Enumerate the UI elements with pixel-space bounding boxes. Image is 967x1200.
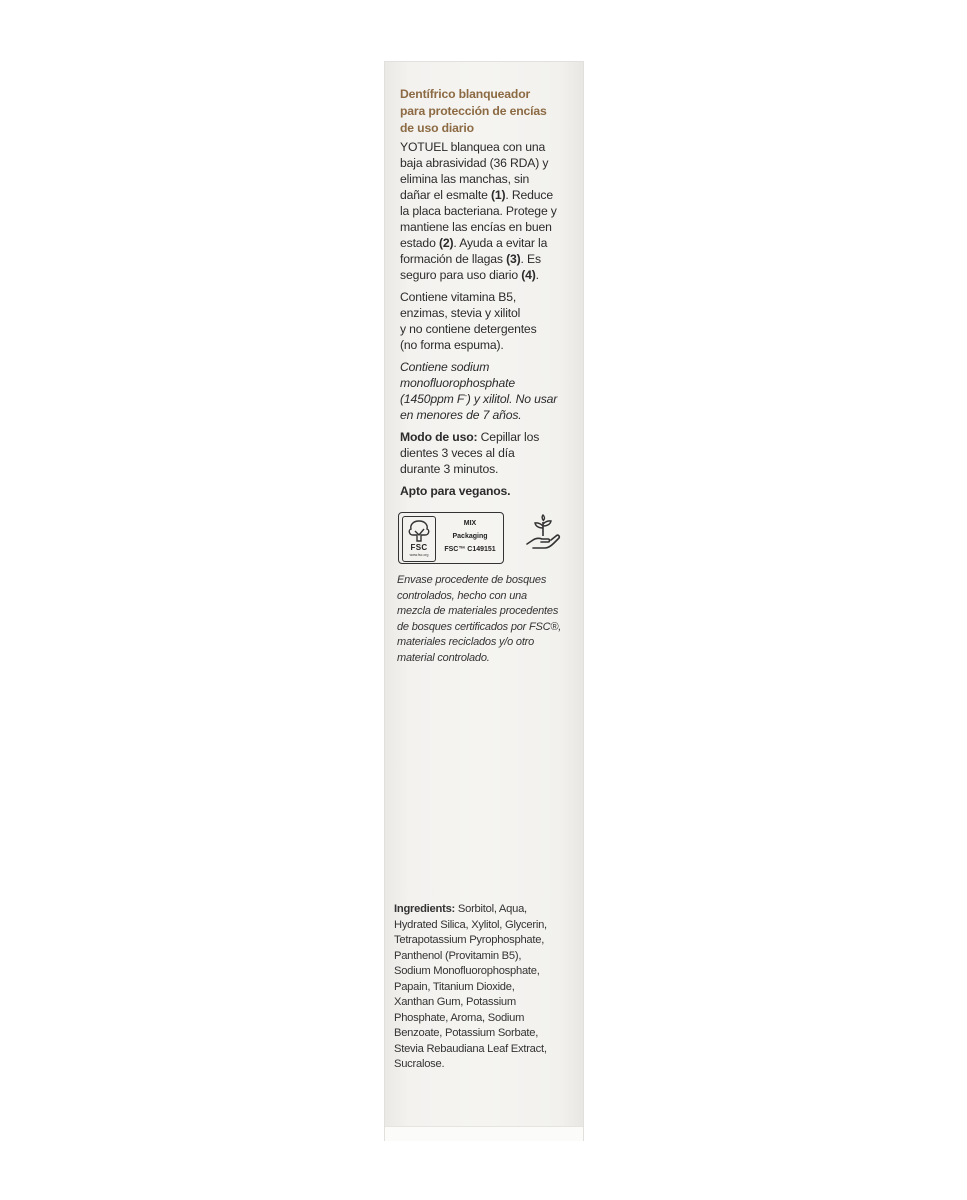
description-line <box>400 187 572 203</box>
vitamins-line: Contiene vitamina B5, <box>400 290 517 304</box>
fluoride-line: Contiene sodium <box>400 360 490 374</box>
usage-instructions <box>400 429 572 477</box>
ingredients-line: Panthenol (Provitamin B5), <box>394 949 522 962</box>
usage-line: durante 3 minutos. <box>400 462 499 476</box>
description-line: la placa bacteriana. Protege y <box>400 204 557 218</box>
fsc-explanation <box>397 573 577 667</box>
vitamins-line: (no forma espuma). <box>400 338 504 352</box>
description-text: . Es <box>520 252 541 266</box>
fluoride-line <box>400 391 572 407</box>
ingredients-line: Hydrated Silica, Xylitol, Glycerin, <box>394 918 547 931</box>
description-line: elimina las manchas, sin <box>400 172 530 186</box>
description-text: . Reduce <box>505 188 553 202</box>
description-line: mantiene las encías en buen <box>400 220 552 234</box>
fsc-wordmark: FSC <box>410 543 428 552</box>
fsc-note-line: mezcla de materiales procedentes <box>397 605 559 618</box>
ingredients-line: Papain, Titanium Dioxide, <box>394 980 515 993</box>
description-paragraph <box>400 139 572 283</box>
fluoride-superscript: - <box>464 390 467 400</box>
ingredients-text: Sorbitol, Aqua, <box>455 903 527 915</box>
fsc-tree-mark <box>402 516 436 562</box>
fluoride-line: monofluorophosphate <box>400 376 516 390</box>
fsc-tree-icon <box>403 517 435 545</box>
ingredients-line: Benzoate, Potassium Sorbate, <box>394 1027 539 1039</box>
description-text: estado <box>400 236 439 250</box>
usage-line <box>400 429 572 445</box>
fsc-note-line: Envase procedente de bosques <box>397 574 547 586</box>
ingredients-label: Ingredients: <box>394 903 456 915</box>
reference-1: (1) <box>490 188 506 202</box>
usage-text: Cepillar los <box>477 430 540 444</box>
ingredients-line <box>394 902 574 918</box>
vitamins-line: enzimas, stevia y xilitol <box>400 306 521 320</box>
description-text: . <box>535 268 539 282</box>
certification-logos <box>398 512 578 564</box>
fsc-note-line: material controlado. <box>397 651 490 664</box>
headline-line-1: Dentífrico blanqueador <box>400 87 531 101</box>
usage-label: Modo de uso: <box>400 430 478 444</box>
description-text: formación de llagas <box>400 252 507 266</box>
fsc-packaging: Packaging <box>452 533 488 540</box>
product-headline <box>400 86 572 137</box>
fsc-label <box>439 517 501 556</box>
fsc-logo <box>398 512 504 564</box>
fsc-note-line: de bosques certificados por FSC®, <box>397 620 562 633</box>
vegan-claim: Apto para veganos. <box>400 484 511 498</box>
fsc-code: FSC™ C149151 <box>444 546 496 553</box>
ingredients-line: Phosphate, Aroma, Sodium <box>394 1011 525 1024</box>
ingredients-list <box>394 902 574 1073</box>
product-description-block <box>400 86 572 499</box>
ingredients-line: Xanthan Gum, Potassium <box>394 996 516 1008</box>
fsc-note-line: controlados, hecho con una <box>397 589 527 602</box>
fsc-url: www.fsc.org <box>409 553 429 557</box>
usage-line: dientes 3 veces al día <box>400 446 515 460</box>
ingredients-line: Sodium Monofluorophosphate, <box>394 965 540 977</box>
description-text: dañar el esmalte <box>400 188 491 202</box>
ingredients-line: Tetrapotassium Pyrophosphate, <box>394 934 545 946</box>
fluoride-text: ) y xilitol. No usar <box>466 392 558 406</box>
ingredients-line: Stevia Rebaudiana Leaf Extract, <box>394 1042 547 1055</box>
description-line <box>400 251 572 267</box>
reference-2: (2) <box>438 236 454 250</box>
hand-plant-icon <box>524 514 562 554</box>
reference-4: (4) <box>521 268 536 282</box>
fsc-mix: MIX <box>463 520 477 527</box>
description-line: baja abrasividad (36 RDA) y <box>400 156 549 170</box>
description-text: seguro para uso diario <box>400 268 522 282</box>
box-bottom-edge <box>385 1126 583 1141</box>
description-line <box>400 267 572 283</box>
fluoride-text: (1450ppm F <box>400 392 465 406</box>
ingredients-line: Sucralose. <box>394 1058 445 1070</box>
description-line: YOTUEL blanquea con una <box>400 140 546 154</box>
vitamins-line: y no contiene detergentes <box>400 322 537 336</box>
fluoride-warning <box>400 359 572 423</box>
description-line <box>400 235 572 251</box>
fsc-note-line: materiales reciclados y/o otro <box>397 636 535 649</box>
reference-3: (3) <box>506 252 521 266</box>
headline-line-3: de uso diario <box>400 121 474 135</box>
fluoride-line: en menores de 7 años. <box>400 408 522 422</box>
vitamins-paragraph <box>400 289 572 353</box>
description-text: . Ayuda a evitar la <box>453 236 548 250</box>
headline-line-2: para protección de encías <box>400 104 547 118</box>
